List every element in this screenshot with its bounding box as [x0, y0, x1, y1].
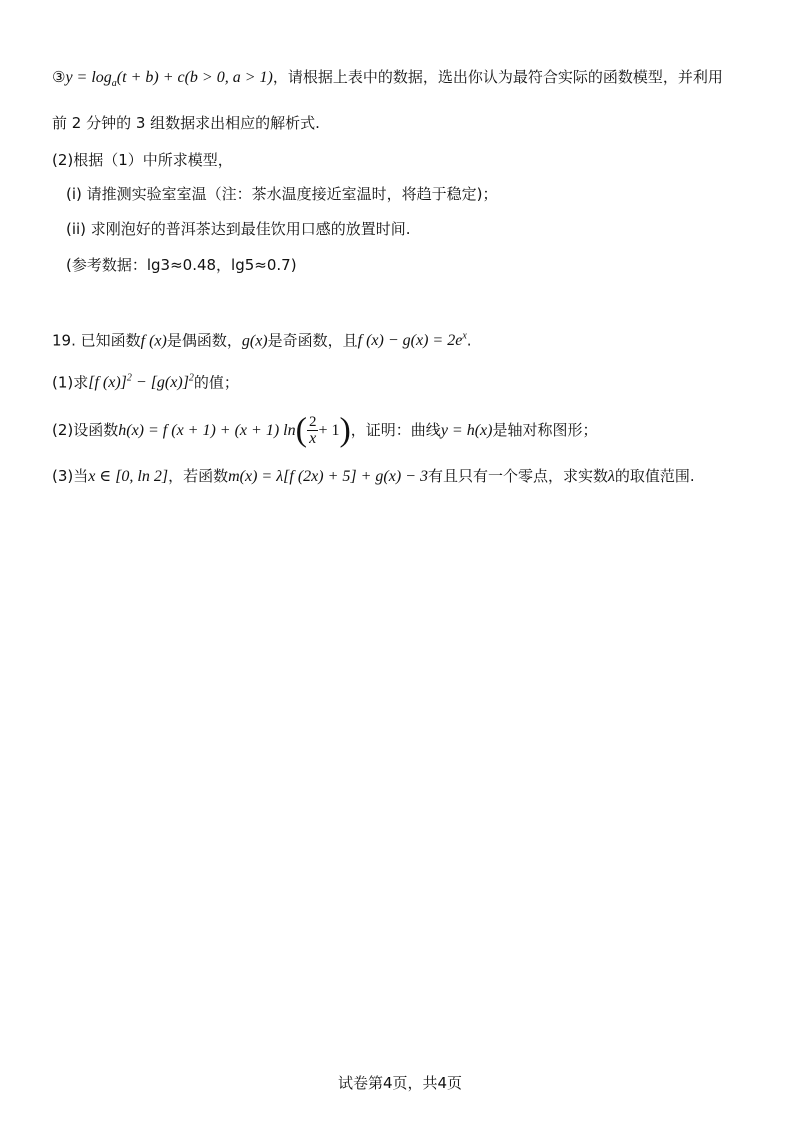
fraction-two-over-x: $\frac{2}{x}$	[308, 414, 317, 447]
circled-number-three: ③	[52, 68, 66, 86]
model3-text: ，请根据上表中的数据，选出你认为最符合实际的函数模型，并利用	[272, 68, 723, 86]
question-19-part1: (1)求[f $(x)]^2 - [g(x)]^2$的值；	[52, 373, 239, 392]
model3-formula: $y = \log_a(t + b) + c(b > 0$, a > 1)	[65, 69, 273, 90]
h-function-definition: h(x) = f (x + 1) + (x + 1) ln	[118, 422, 296, 439]
model3-line	[52, 66, 723, 95]
domain-interval: x ∈ [0, ln 2]	[88, 468, 169, 485]
question-19-part2: (2)设函数h(x) = f (x + 1) + (x + 1) ln( $\frac{2}{x}$ + 1)，证明：曲线y = h(x)是轴对称图形；	[52, 411, 598, 449]
part2-subquestion-i: (i) 请推测实验室室温（注：茶水温度接近室温时，将趋于稳定)；	[66, 185, 498, 203]
question-19-part3: (3)当x ∈ [0, ln 2]，若函数m(x) = λ[f (2x) + 5] + g(x) − 3有且只有一个零点，求实数λ的取值范围.	[52, 467, 695, 485]
part2-subquestion-ii: (ii) 求刚泡好的普洱茶达到最佳饮用口感的放置时间.	[66, 220, 411, 238]
part1-expression: [f $(x)]^2 - [g(x)]^2$	[88, 373, 194, 392]
reference-data: (参考数据：lg3≈0.48，lg5≈0.7)	[66, 256, 297, 274]
question-number: 19.	[52, 331, 76, 350]
part2-title: (2)根据（1）中所求模型，	[52, 151, 233, 169]
m-function-definition: m(x) = λ[f (2x) + 5] + g(x) − 3	[228, 468, 428, 485]
page-footer: 试卷第4页，共4页	[337, 1074, 463, 1092]
model3-continuation: 前 2 分钟的 3 组数据求出相应的解析式.	[52, 114, 320, 132]
question-19-stem: 19. 已知函数f (x)是偶函数，g(x)是奇函数，且f $(x) - g(x) = 2e^x$.	[52, 331, 472, 350]
given-equation: f $(x) - g(x) = 2e^x$	[357, 331, 467, 350]
